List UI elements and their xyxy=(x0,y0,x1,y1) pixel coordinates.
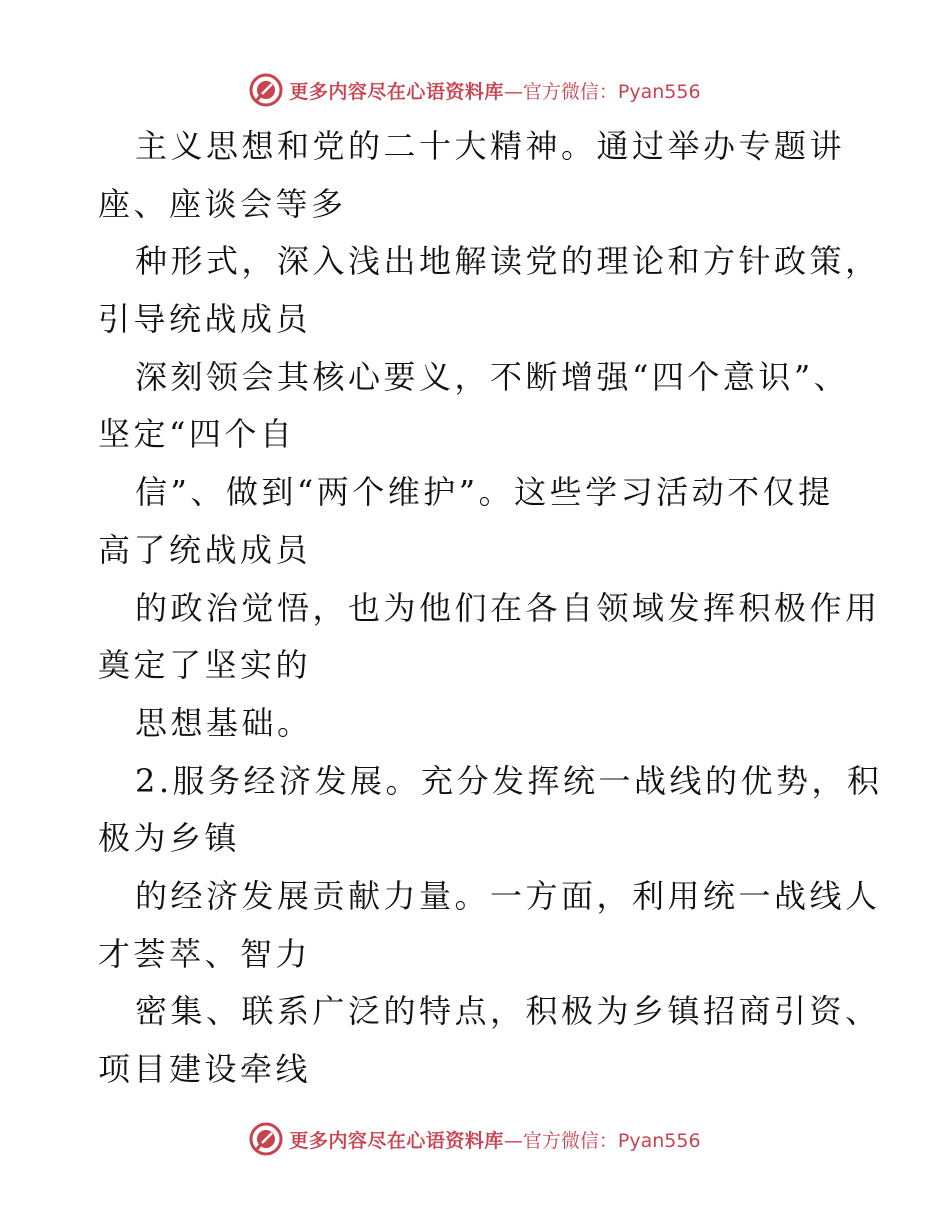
banner-wechat: —官方微信：Pyan556 xyxy=(503,80,701,103)
body-line: 项目建设牵线 xyxy=(98,1050,312,1088)
body-line: 信”、做到“两个维护”。这些学习活动不仅提 xyxy=(135,473,834,512)
body-line: 坚定“四个自 xyxy=(98,415,296,454)
body-line: 的政治觉悟，也为他们在各自领域发挥积极作用 xyxy=(135,588,881,627)
body-line: 主义思想和党的二十大精神。通过举办专题讲 xyxy=(135,127,846,165)
document-body xyxy=(98,118,883,1099)
seal-logo-icon xyxy=(249,1122,283,1156)
body-line: 种形式，深入浅出地解读党的理论和方针政策， xyxy=(135,242,881,281)
body-line: 密集、联系广泛的特点，积极为乡镇招商引资、 xyxy=(135,992,881,1031)
body-line: 奠定了坚实的 xyxy=(98,646,312,685)
banner-title: 更多内容尽在心语资料库 xyxy=(289,80,504,103)
body-line: 引导统战成员 xyxy=(98,300,312,339)
body-line: 深刻领会其核心要义，不断增强“四个意识”、 xyxy=(135,357,850,396)
banner-title: 更多内容尽在心语资料库 xyxy=(289,1129,504,1152)
seal-logo-icon xyxy=(249,73,283,107)
header-banner xyxy=(0,70,950,110)
body-line: 才荟萃、智力 xyxy=(98,934,312,973)
banner-wechat: —官方微信：Pyan556 xyxy=(503,1129,701,1152)
footer-banner xyxy=(0,1119,950,1159)
body-line: 极为乡镇 xyxy=(98,819,241,858)
body-line: 思想基础。 xyxy=(135,703,313,742)
body-line: 的经济发展贡献力量。一方面，利用统一战线人 xyxy=(135,876,881,915)
body-line: 座、座谈会等多 xyxy=(98,184,347,223)
body-line: 高了统战成员 xyxy=(98,530,312,569)
body-line: 2.服务经济发展。充分发挥统一战线的优势，积 xyxy=(135,761,883,800)
